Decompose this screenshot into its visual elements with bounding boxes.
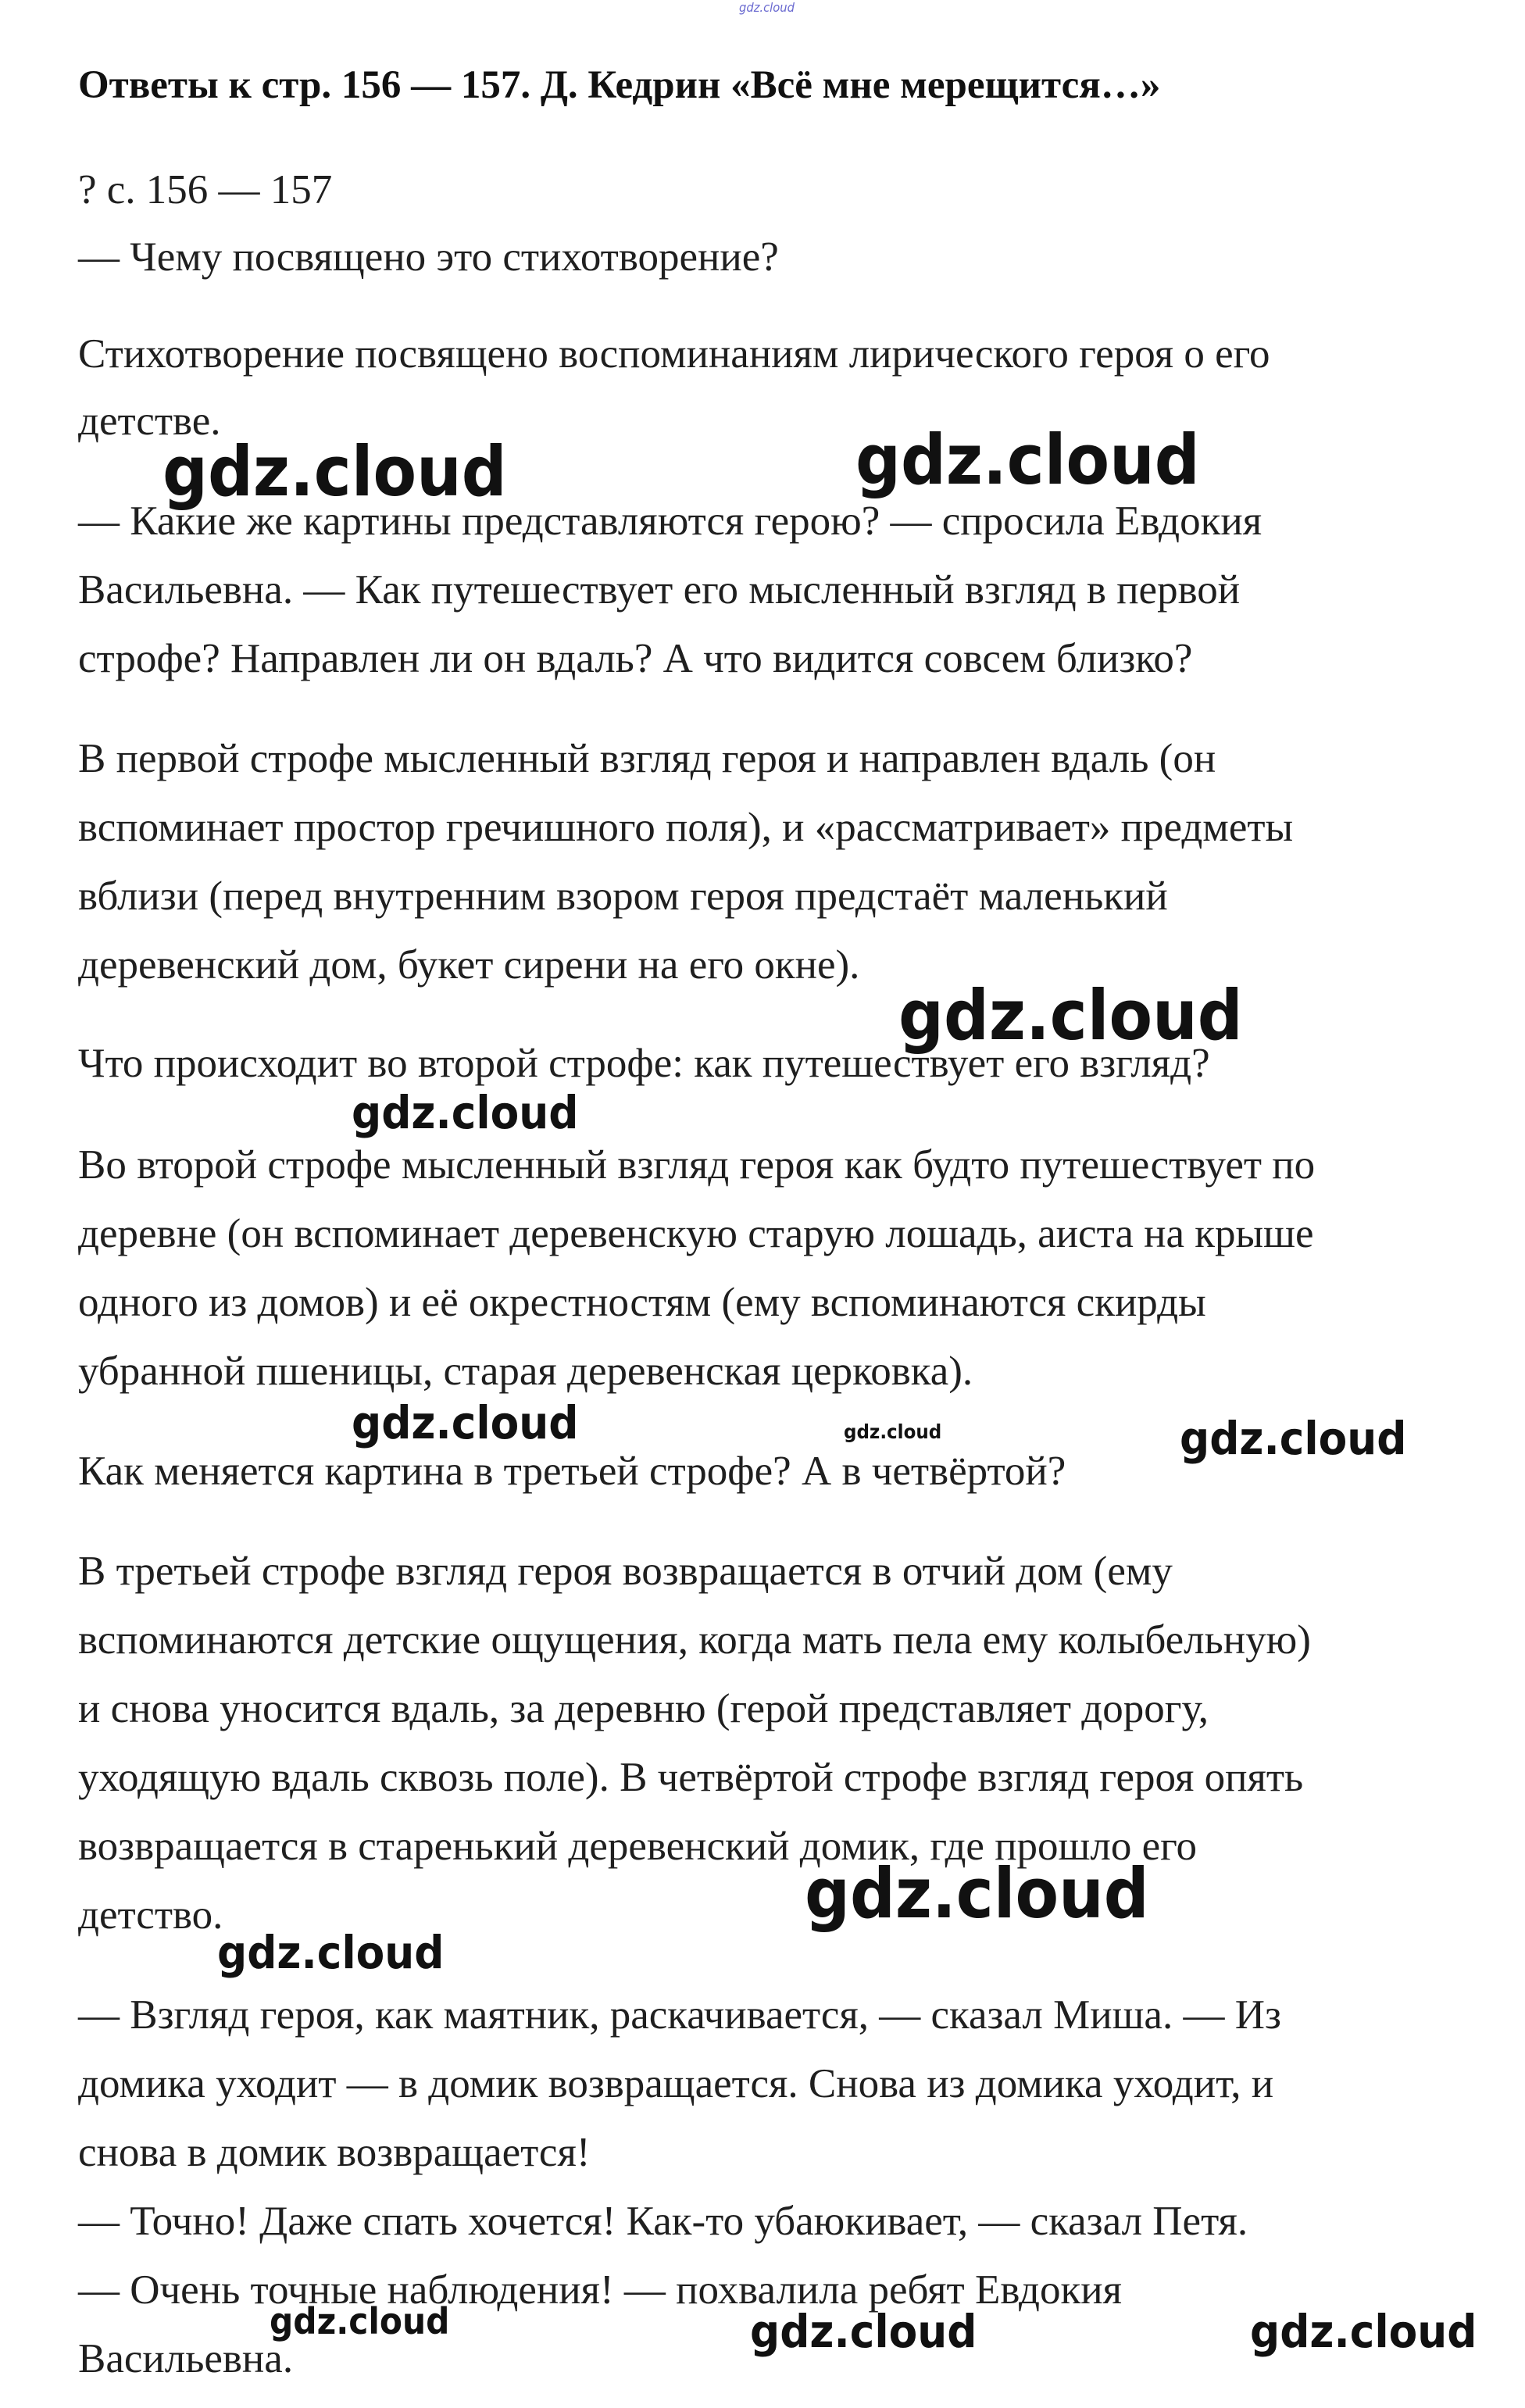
dialogue-line: строфе? Направлен ли он вдаль? А что видится совсем близко? bbox=[78, 636, 1193, 681]
watermark: gdz.cloud bbox=[844, 1420, 942, 1443]
dialogue-line: Васильевна. — Как путешествует его мысленный взгляд в первой bbox=[78, 567, 1241, 613]
page-title: Ответы к стр. 156 — 157. Д. Кедрин «Всё мне мерещится…» bbox=[78, 63, 1161, 107]
answer-line: деревенский дом, букет сирени на его окне). bbox=[78, 942, 860, 988]
watermark: gdz.cloud bbox=[1250, 2305, 1477, 2358]
answer-line: вспоминаются детские ощущения, когда мать пела ему колыбельную) bbox=[78, 1617, 1311, 1663]
watermark: gdz.cloud bbox=[898, 975, 1243, 1056]
watermark: gdz.cloud bbox=[352, 1396, 579, 1449]
answer-line: убранной пшеницы, старая деревенская церковка). bbox=[78, 1349, 973, 1394]
answer-line: вспоминает простор гречишного поля), и «рассматривает» предметы bbox=[78, 805, 1294, 850]
answer-line: В третьей строфе взгляд героя возвращается в отчий дом (ему bbox=[78, 1549, 1173, 1594]
watermark: gdz.cloud bbox=[750, 2305, 977, 2358]
dialogue-line: домика уходит — в домик возвращается. Снова из домика уходит, и bbox=[78, 2061, 1274, 2106]
answer-line: Стихотворение посвящено воспоминаниям лирического героя о его bbox=[78, 331, 1270, 377]
answer-line: одного из домов) и её окрестностям (ему вспоминаются скирды bbox=[78, 1280, 1206, 1325]
watermark: gdz.cloud bbox=[162, 431, 507, 512]
dialogue-line: — Какие же картины представляются герою? — спросила Евдокия bbox=[78, 498, 1262, 544]
answer-line: и снова уносится вдаль, за деревню (герой представляет дорогу, bbox=[78, 1686, 1209, 1731]
question-line: Как меняется картина в третьей строфе? А в четвёртой? bbox=[78, 1449, 1066, 1494]
answer-line: Во второй строфе мысленный взгляд героя как будто путешествует по bbox=[78, 1142, 1316, 1188]
answer-line: детство. bbox=[78, 1892, 223, 1938]
dialogue-line: снова в домик возвращается! bbox=[78, 2130, 591, 2175]
answer-line: вблизи (перед внутренним взором героя предстаёт маленький bbox=[78, 874, 1168, 919]
watermark: gdz.cloud bbox=[739, 0, 795, 15]
answer-line: возвращается в старенький деревенский домик, где прошло его bbox=[78, 1824, 1198, 1869]
answer-line: детстве. bbox=[78, 398, 221, 444]
dialogue-line: Васильевна. bbox=[78, 2336, 294, 2381]
dialogue-line: — Очень точные наблюдения! — похвалила ребят Евдокия bbox=[78, 2267, 1122, 2313]
dialogue-line: — Чему посвящено это стихотворение? bbox=[78, 234, 779, 280]
dialogue-line: — Точно! Даже спать хочется! Как-то убаюкивает, — сказал Петя. bbox=[78, 2199, 1248, 2244]
answer-line: В первой строфе мысленный взгляд героя и направлен вдаль (он bbox=[78, 736, 1216, 781]
watermark: gdz.cloud bbox=[855, 420, 1200, 500]
watermark: gdz.cloud bbox=[270, 2300, 450, 2342]
answer-line: деревне (он вспоминает деревенскую старую лошадь, аиста на крыше bbox=[78, 1211, 1314, 1256]
watermark: gdz.cloud bbox=[1180, 1412, 1407, 1465]
watermark: gdz.cloud bbox=[805, 1853, 1149, 1934]
question-ref: ? с. 156 — 157 bbox=[78, 167, 333, 213]
watermark: gdz.cloud bbox=[352, 1086, 579, 1139]
watermark: gdz.cloud bbox=[217, 1926, 445, 1979]
question-line: Что происходит во второй строфе: как путешествует его взгляд? bbox=[78, 1041, 1210, 1086]
dialogue-line: — Взгляд героя, как маятник, раскачивается, — сказал Миша. — Из bbox=[78, 1992, 1281, 2038]
answer-line: уходящую вдаль сквозь поле). В четвёртой строфе взгляд героя опять bbox=[78, 1755, 1304, 1800]
